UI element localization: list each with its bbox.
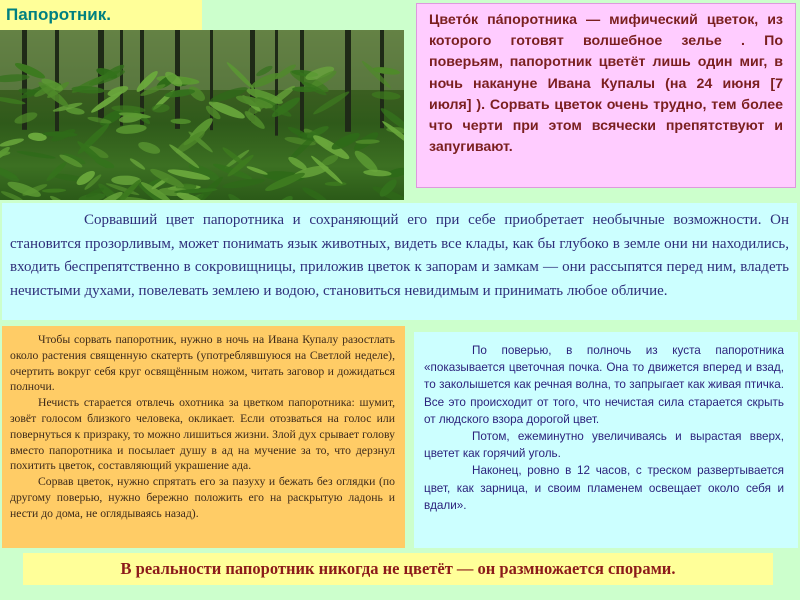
fern-forest-photo xyxy=(0,30,404,200)
page-title: Папоротник. xyxy=(0,0,202,30)
intro-text: Цвето́к па́поротника — мифический цветок, из которого готовят волшебное зелье . По поверьям, папоротник цветёт лишь один миг, в ночь накануне Ивана Купалы (на 24 июня [7 июля] ). Сорвать цветок очень трудно, тем более что черти при этом всячески препятствуют и запугивают. xyxy=(429,12,783,156)
ritual-box xyxy=(2,326,405,548)
intro-box xyxy=(416,3,796,188)
conclusion-banner: В реальности папоротник никогда не цветёт — он размножается спорами. xyxy=(23,553,773,585)
powers-text: Сорвавший цвет папоротника и сохраняющий его при себе приобретает необычные возможности. Он становится прозорливым, может понимать язык животных, видеть все клады, как бы глубоко в земле они ни находились, входить беспрепятственно в сокровищницы, приложив цветок к запорам и замкам — они рассыпятся перед ним, владеть нечистыми духами, повелевать землею и водою, становиться невидимым и принимать любое обличие. xyxy=(10,212,789,299)
belief-paragraph-2: Потом, ежеминутно увеличиваясь и вырастая вверх, цветет как горячий уголь. xyxy=(424,430,784,461)
belief-paragraph-3: Наконец, ровно в 12 часов, с треском развертывается цвет, как зарница, и своим пламенем освещает около себя и вдали». xyxy=(424,464,784,512)
belief-box xyxy=(414,332,798,548)
belief-paragraph-1: По поверью, в полночь из куста папоротника «показывается цветочная почка. Она то движется вперед и взад, то заколышется как речная волна, то запрыгает как живая птичка. Все это происходит от того, что нечистая сила старается скрыть от людского взора дорогой цвет. xyxy=(424,344,784,426)
ritual-paragraph-1: Чтобы сорвать папоротник, нужно в ночь на Ивана Купалу разостлать около растения священную скатерть (употреблявшуюся на Светлой неделе), очертить вокруг себя круг освящённым ножом, читать заговор и дожидаться полночи. xyxy=(10,333,395,394)
ritual-paragraph-3: Сорвав цветок, нужно спрятать его за пазуху и бежать без оглядки (по другому поверью, нужно бережно положить его на раскрытую ладонь и нести до дома, не оглядываясь назад). xyxy=(10,475,395,520)
ritual-paragraph-2: Нечисть старается отвлечь охотника за цветком папоротника: шумит, зовёт голосом близкого человека, окликает. Если отозваться на голос или повернуться к призраку, то можно лишиться жизни. Злой дух срывает голову вместо папоротника и посылает душу в ад на мучение за то, что дерзнул похитить цветок, составляющий украшение ада. xyxy=(10,396,395,473)
powers-box xyxy=(2,203,797,320)
